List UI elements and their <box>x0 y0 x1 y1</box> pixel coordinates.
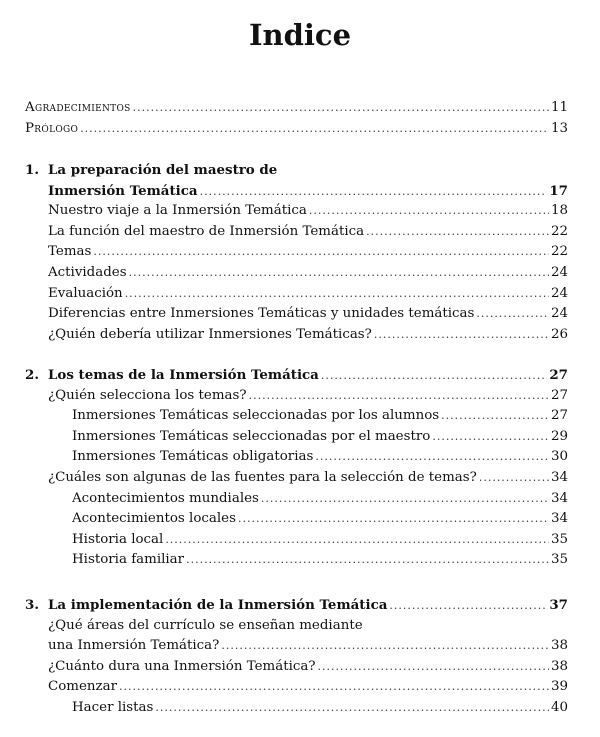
toc-entry-page: 22 <box>550 223 568 239</box>
dot-leader <box>432 427 549 448</box>
toc-entry <box>25 284 568 305</box>
toc-entry-page: 11 <box>550 100 568 115</box>
toc-entry-page: 29 <box>550 428 568 444</box>
toc-entry-title: La preparación del maestro de <box>48 162 278 178</box>
toc-entry-title: Evaluación <box>48 285 123 301</box>
toc-entry-page: 38 <box>550 658 568 674</box>
toc-entry-page: 34 <box>550 469 568 485</box>
toc-entry-title: Actividades <box>48 264 127 280</box>
toc-entry-page: 22 <box>550 244 568 260</box>
dot-leader <box>133 98 549 119</box>
toc-entry-title: ¿Cuáles son algunas de las fuentes para la selección de temas? <box>48 469 477 485</box>
toc-entry <box>25 181 568 202</box>
toc-entry-title: Diferencias entre Inmersiones Temáticas y unidades temáticas <box>48 306 475 322</box>
dot-leader <box>476 304 549 325</box>
toc-entry <box>25 595 568 616</box>
toc-entry <box>25 677 568 698</box>
dot-leader <box>366 222 549 243</box>
toc-entry-title: Agradecimientos <box>25 100 131 115</box>
dot-leader <box>200 182 548 203</box>
dot-leader <box>238 509 549 530</box>
toc-entry <box>25 201 568 222</box>
toc-entry <box>25 657 568 678</box>
toc-entry-title: Historia local <box>72 531 164 547</box>
toc-entry <box>25 325 568 346</box>
toc-entry-title: Temas <box>48 244 92 260</box>
toc-entry-page: 24 <box>550 306 568 322</box>
dot-leader <box>249 386 549 407</box>
dot-leader <box>80 119 549 140</box>
chapter-number: 2. <box>25 367 39 383</box>
toc-entry <box>25 386 568 407</box>
toc-entry-title: Inmersiones Temáticas seleccionadas por el maestro <box>72 428 431 444</box>
dot-leader <box>155 698 549 719</box>
toc-entry-title: una Inmersión Temática? <box>48 638 220 654</box>
toc-entry <box>25 550 568 571</box>
toc-entry <box>25 119 568 140</box>
toc-section-chapter-3 <box>25 595 568 719</box>
toc-entry <box>25 447 568 468</box>
toc-entry-page: 39 <box>550 679 568 695</box>
dot-leader <box>129 263 549 284</box>
toc-entry-page: 17 <box>549 182 568 199</box>
dot-leader <box>93 242 549 263</box>
toc-entry <box>25 160 568 181</box>
toc-entry-page: 27 <box>550 387 568 403</box>
page-title: Indice <box>248 18 352 52</box>
toc-entry-title: ¿Cuánto dura una Inmersión Temática? <box>48 658 316 674</box>
toc-entry-page: 24 <box>550 264 568 280</box>
toc-entry-title: Comenzar <box>48 679 117 695</box>
toc-entry-title: Los temas de la Inmersión Temática <box>48 367 319 383</box>
toc-entry-page: 34 <box>550 490 568 506</box>
toc-entry-title: Hacer listas <box>72 699 154 715</box>
toc-entry-title: Inmersión Temática <box>48 182 198 199</box>
dot-leader <box>221 636 549 657</box>
toc-entry-page: 26 <box>550 326 568 342</box>
dot-leader <box>321 366 548 387</box>
dot-leader <box>261 489 549 510</box>
toc-entry <box>25 468 568 489</box>
toc-entry-title: Inmersiones Temáticas seleccionadas por los alumnos <box>72 408 440 424</box>
toc-section-chapter-1 <box>25 160 568 345</box>
dot-leader <box>315 447 549 468</box>
toc-entry-page: 27 <box>550 408 568 424</box>
toc-entry-page: 30 <box>550 449 568 465</box>
dot-leader <box>374 325 549 346</box>
toc-entry <box>25 242 568 263</box>
toc-entry-title: ¿Quién selecciona los temas? <box>48 387 247 403</box>
toc-entry-title: Acontecimientos locales <box>72 511 236 527</box>
dot-leader <box>309 201 549 222</box>
toc-entry-page: 38 <box>550 638 568 654</box>
toc-entry-title: Acontecimientos mundiales <box>72 490 259 506</box>
toc-entry-title: ¿Qué áreas del currículo se enseñan mediante <box>48 617 363 633</box>
toc-entry <box>25 489 568 510</box>
dot-leader <box>318 657 549 678</box>
toc-entry-page: 34 <box>550 511 568 527</box>
toc-entry <box>25 509 568 530</box>
toc-entry-page: 40 <box>550 699 568 715</box>
toc-entry-title: Prólogo <box>25 120 79 136</box>
dot-leader <box>479 468 549 489</box>
dot-leader <box>389 596 547 617</box>
toc-entry-page: 13 <box>550 120 568 136</box>
toc-entry-page: 27 <box>549 367 568 383</box>
dot-leader <box>165 530 549 551</box>
toc-entry <box>25 304 568 325</box>
toc-entry-page: 35 <box>550 531 568 547</box>
toc-entry-page: 24 <box>550 285 568 301</box>
chapter-number: 3. <box>25 597 39 613</box>
dot-leader <box>186 550 549 571</box>
toc-entry <box>25 698 568 719</box>
chapter-number: 1. <box>25 162 39 178</box>
toc-entry-title: Historia familiar <box>72 552 185 568</box>
toc-entry-page: 35 <box>550 552 568 568</box>
toc-entry-page: 18 <box>550 203 568 219</box>
dot-leader <box>441 406 549 427</box>
toc-entry <box>25 427 568 448</box>
toc-entry <box>25 365 568 386</box>
toc-section-chapter-2 <box>25 365 568 571</box>
toc-entry-title: Inmersiones Temáticas obligatorias <box>72 449 314 465</box>
toc-section-front-matter <box>25 98 568 139</box>
toc-entry <box>25 530 568 551</box>
toc-entry-title: La implementación de la Inmersión Temática <box>48 597 388 613</box>
toc-entry-title: ¿Quién debería utilizar Inmersiones Temáticas? <box>48 326 372 342</box>
toc-entry <box>25 98 568 119</box>
dot-leader <box>125 284 549 305</box>
toc-entry-title: La función del maestro de Inmersión Temática <box>48 223 365 239</box>
toc-entry-title: Nuestro viaje a la Inmersión Temática <box>48 203 307 219</box>
toc-entry <box>25 616 568 637</box>
toc-entry <box>25 636 568 657</box>
dot-leader <box>119 677 549 698</box>
toc-entry <box>25 222 568 243</box>
toc-entry-page: 37 <box>549 597 568 613</box>
toc-entry <box>25 406 568 427</box>
toc-entry <box>25 263 568 284</box>
